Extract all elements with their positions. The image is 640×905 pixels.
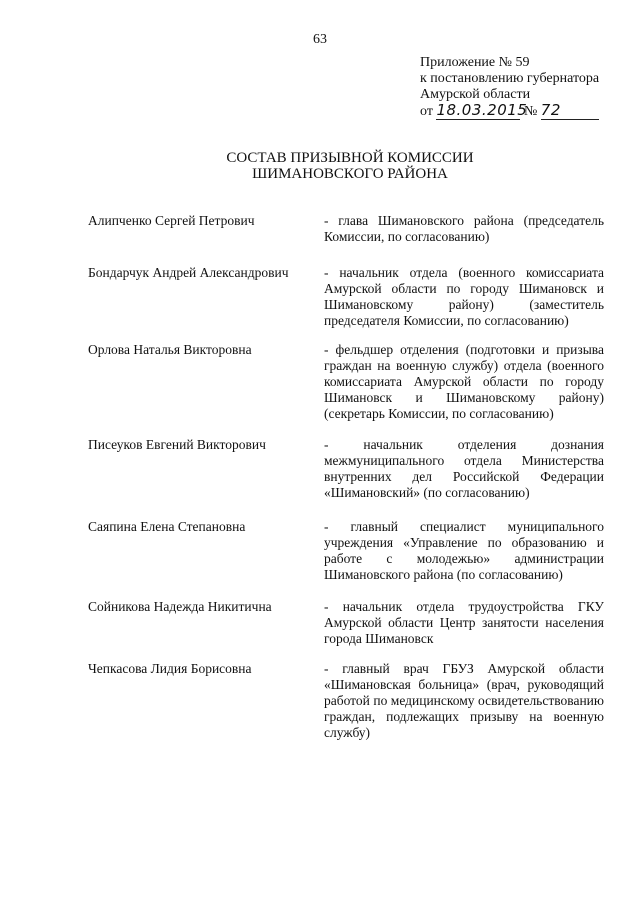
member-name: Чепкасова Лидия Борисовна	[88, 661, 252, 676]
member-name: Алипченко Сергей Петрович	[88, 213, 255, 228]
member-role: - фельдшер отделения (подготовки и призыва граждан на военную службу) отдела (военного комиссариата Амурской области по городу Шимановск и Шимановскому району) (секретарь Комиссии, по согласованию)	[324, 342, 604, 421]
member-role: - начальник отдела (военного комиссариата Амурской области по городу Шимановск и Шимановскому району) (заместитель председателя Комиссии, по согласованию)	[324, 265, 604, 328]
member-name: Бондарчук Андрей Александрович	[88, 265, 289, 280]
page-number: 63	[313, 32, 327, 47]
title-line-2: ШИМАНОВСКОГО РАЙОНА	[252, 166, 448, 182]
member-role: - главный специалист муниципального учреждения «Управление по образованию и работе с молодежью» администрации Шимановского района (по согласованию)	[324, 519, 604, 582]
handwritten-date: 18.03.2015	[436, 101, 528, 119]
title-line-1: СОСТАВ ПРИЗЫВНОЙ КОМИССИИ	[226, 150, 474, 166]
member-name: Орлова Наталья Викторовна	[88, 342, 252, 357]
date-prefix: от	[420, 104, 433, 119]
appendix-line-1: Приложение № 59	[420, 55, 530, 70]
appendix-block	[420, 55, 620, 120]
appendix-line-3: Амурской области	[420, 87, 531, 102]
member-name: Сойникова Надежда Никитична	[88, 599, 272, 614]
member-role: - начальник отдела трудоустройства ГКУ Амурской области Центр занятости населения города Шимановск	[324, 599, 604, 646]
number-field	[541, 103, 599, 120]
member-role: - главный врач ГБУЗ Амурской области «Шимановская больница» (врач, руководящий работой по медицинскому освидетельствованию граждан, подлежащих призыву на военную службу)	[324, 661, 604, 740]
member-name: Писеуков Евгений Викторович	[88, 437, 266, 452]
member-role: - начальник отделения дознания межмуниципального отдела Министерства внутренних дел Российской Федерации «Шимановский» (по согласованию)	[324, 437, 604, 500]
member-role: - глава Шимановского района (председатель Комиссии, по согласованию)	[324, 213, 604, 244]
handwritten-number: 72	[540, 101, 561, 119]
appendix-line-2: к постановлению губернатора	[420, 71, 600, 86]
date-field	[436, 101, 528, 120]
document-title	[0, 150, 640, 182]
appendix-date-line	[420, 103, 620, 120]
member-name: Саяпина Елена Степановна	[88, 519, 246, 534]
number-prefix: №	[523, 104, 538, 119]
